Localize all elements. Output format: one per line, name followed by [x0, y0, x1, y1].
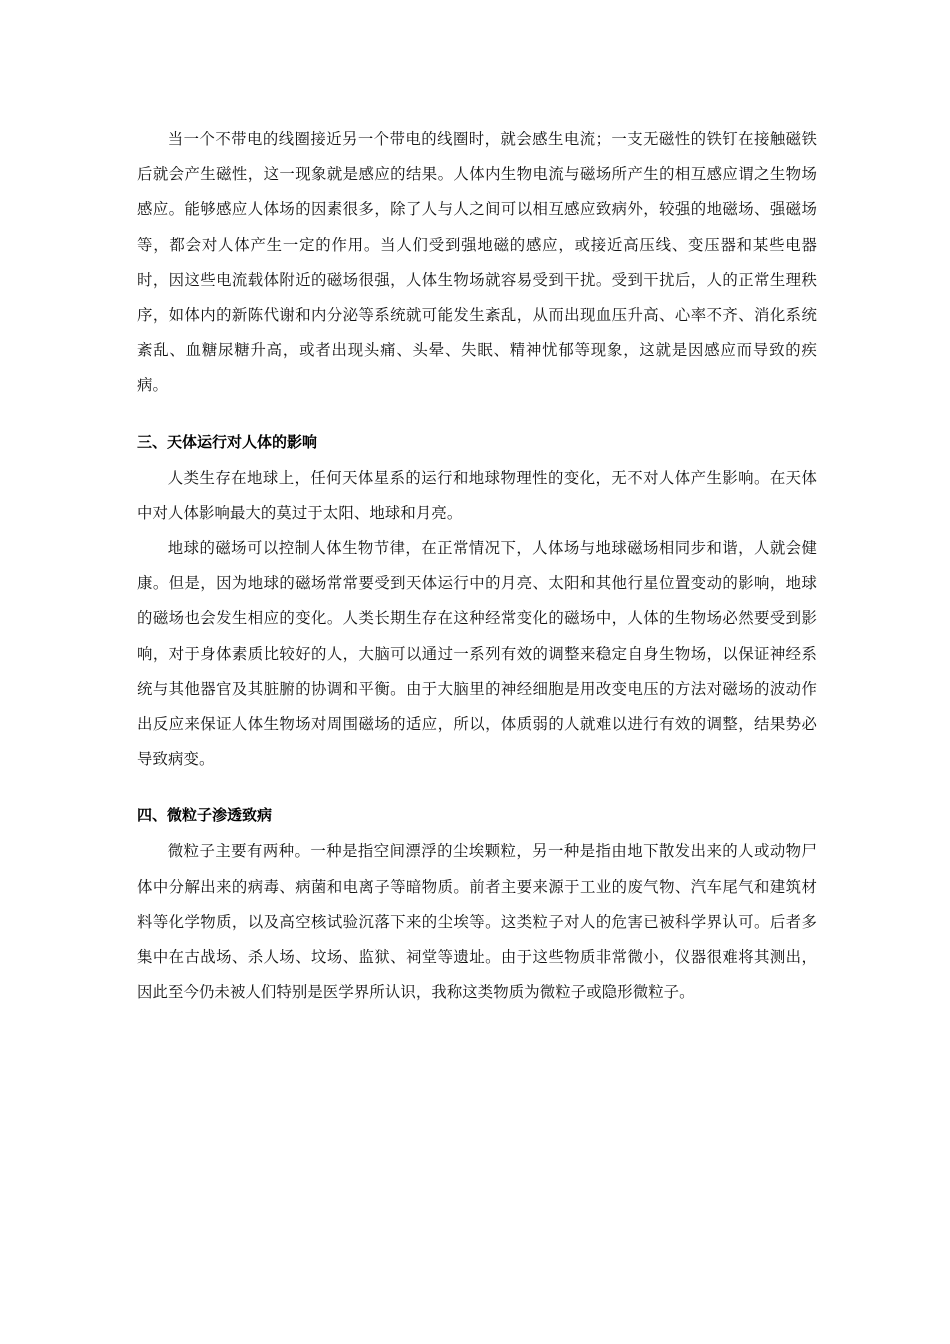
section-spacer: [137, 777, 817, 802]
paragraph-celestial-intro: 人类生存在地球上，任何天体星系的运行和地球物理性的变化，无不对人体产生影响。在天体中对人体影响最大的莫过于太阳、地球和月亮。: [137, 468, 817, 522]
document-body: [137, 122, 817, 1010]
paragraph-particles: 微粒子主要有两种。一种是指空间漂浮的尘埃颗粒，另一种是指由地下散发出来的人或动物尸体中分解出来的病毒、病菌和电离子等暗物质。前者主要来源于工业的废气物、汽车尾气和建筑材料等化学物质，以及高空核试验沉落下来的尘埃等。这类粒子对人的危害已被科学界认可。后者多集中在古战场、杀人场、坟场、监狱、祠堂等遗址。由于这些物质非常微小，仪器很难将其测出，因此至今仍未被人们特别是医学界所认识，我称这类物质为微粒子或隐形微粒子。: [137, 842, 817, 1002]
section-spacer: [137, 404, 817, 429]
paragraph-geomagnetic: 地球的磁场可以控制人体生物节律，在正常情况下，人体场与地球磁场相同步和谐，人就会健康。但是，因为地球的磁场常常要受到天体运行中的月亮、太阳和其他行星位置变动的影响，地球的磁场也会发生相应的变化。人类长期生存在这种经常变化的磁场中，人体的生物场必然要受到影响，对于身体素质比较好的人，大脑可以通过一系列有效的调整来稳定自身生物场，以保证神经系统与其他器官及其脏腑的协调和平衡。由于大脑里的神经细胞是用改变电压的方法对磁场的波动作出反应来保证人体生物场对周围磁场的适应，所以，体质弱的人就难以进行有效的调整，结果势必导致病变。: [137, 539, 817, 769]
paragraph-induction: 当一个不带电的线圈接近另一个带电的线圈时，就会感生电流；一支无磁性的铁钉在接触磁铁后就会产生磁性，这一现象就是感应的结果。人体内生物电流与磁场所产生的相互感应谓之生物场感应。能够感应人体场的因素很多，除了人与人之间可以相互感应致病外，较强的地磁场、强磁场等，都会对人体产生一定的作用。当人们受到强地磁的感应，或接近高压线、变压器和某些电器时，因这些电流载体附近的磁场很强，人体生物场就容易受到干扰。受到干扰后，人的正常生理秩序，如体内的新陈代谢和内分泌等系统就可能发生紊乱，从而出现血压升高、心率不齐、消化系统紊乱、血糖尿糖升高，或者出现头痛、头晕、失眠、精神忧郁等现象，这就是因感应而导致的疾病。: [137, 130, 817, 395]
section-heading-celestial: 三、天体运行对人体的影响: [137, 432, 318, 451]
section-heading-particles: 四、微粒子渗透致病: [137, 806, 273, 825]
